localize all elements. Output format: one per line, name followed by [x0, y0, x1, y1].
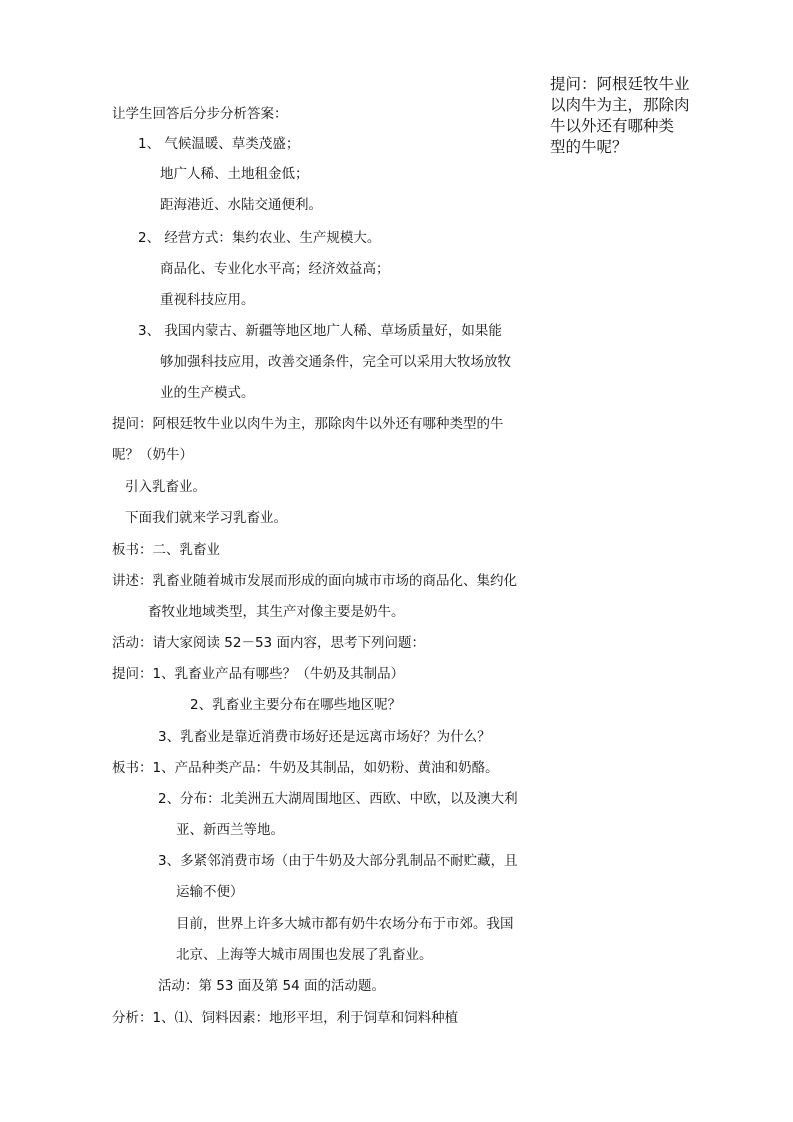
answer-3-detail: 够加强科技应用，改善交通条件，完全可以采用大牧场放牧	[160, 354, 511, 370]
margin-note-line: 提问：阿根廷牧牛业	[550, 75, 690, 93]
board-item: 板书：1、产品种类产品：牛奶及其制品，如奶粉、黄油和奶酪。	[112, 760, 499, 776]
answer-2-detail: 重视科技应用。	[160, 292, 255, 308]
margin-note-line: 以肉牛为主，那除肉	[550, 96, 690, 114]
margin-note-line: 牛以外还有哪种类	[550, 117, 675, 135]
lecture-line: 讲述：乳畜业随着城市发展而形成的面向城市市场的商品化、集约化	[112, 573, 517, 589]
margin-note	[550, 74, 720, 158]
activity-line: 活动：第 53 面及第 54 面的活动题。	[158, 978, 386, 994]
question-item: 2、乳畜业主要分布在哪些地区呢？	[190, 697, 402, 713]
question-item: 3、乳畜业是靠近消费市场好还是远离市场好？为什么？	[158, 729, 491, 745]
board-heading: 板书：二、乳畜业	[112, 542, 220, 558]
transition-line: 引入乳畜业。	[125, 479, 206, 495]
question-line: 提问：阿根廷牧牛业以肉牛为主，那除肉牛以外还有哪种类型的牛	[112, 416, 504, 432]
transition-line: 下面我们就来学习乳畜业。	[125, 510, 287, 526]
lecture-line: 畜牧业地域类型，其生产对像主要是奶牛。	[148, 604, 405, 620]
board-item: 3、多紧邻消费市场（由于牛奶及大部分乳制品不耐贮藏，且	[158, 853, 518, 869]
board-item-continued: 亚、新西兰等地。	[176, 822, 284, 838]
answer-3-heading: 3、 我国内蒙古、新疆等地区地广人稀、草场质量好，如果能	[138, 323, 502, 339]
activity-line: 活动：请大家阅读 52－53 面内容，思考下列问题：	[112, 635, 425, 651]
answer-2-heading: 2、 经营方式：集约农业、生产规模大。	[138, 230, 381, 246]
analysis-line: 分析：1、⑴、饲料因素：地形平坦，利于饲草和饲料种植	[112, 1010, 459, 1026]
margin-note-line: 型的牛呢？	[550, 138, 628, 156]
answer-1-heading: 1、 气候温暖、草类茂盛；	[138, 136, 300, 152]
intro-line: 让学生回答后分步分析答案：	[112, 106, 288, 122]
board-item-continued: 目前，世界上许多大城市都有奶牛农场分布于市郊。我国	[176, 916, 514, 932]
answer-3-detail: 业的生产模式。	[160, 385, 255, 401]
answer-1-detail: 地广人稀、土地租金低；	[160, 166, 309, 182]
question-line: 呢？（奶牛）	[112, 447, 193, 463]
answer-1-detail: 距海港近、水陆交通便利。	[160, 197, 322, 213]
question-item: 提问：1、乳畜业产品有哪些？（牛奶及其制品）	[112, 666, 405, 682]
board-item-continued: 运输不便）	[176, 884, 244, 900]
board-item: 2、分布：北美洲五大湖周围地区、西欧、中欧，以及澳大利	[158, 791, 518, 807]
answer-2-detail: 商品化、专业化水平高；经济效益高；	[160, 261, 390, 277]
board-item-continued: 北京、上海等大城市周围也发展了乳畜业。	[176, 947, 433, 963]
